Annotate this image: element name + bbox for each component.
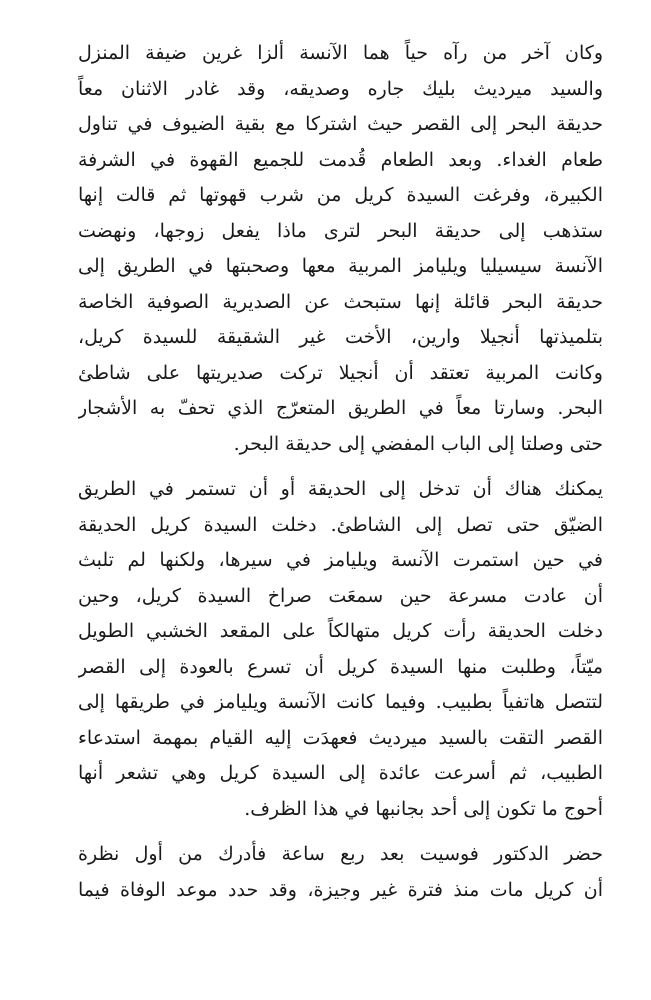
text-line: دخلت الحديقة رأت كريل متهالكاً على المقعد الخشبي الطويل [78, 620, 603, 642]
text-line: القصر التقت بالسيد ميرديث فعهدَت إليه القيام بمهمة استدعاء [78, 726, 603, 749]
book-page [78, 36, 603, 908]
paragraph-1 [78, 36, 603, 462]
text-line: لتتصل هاتفياً بطبيب. وفيما كانت الآنسة ويليامز في طريقها إلى [78, 691, 603, 713]
text-line: الضيّق حتى تصل إلى الشاطئ. دخلت السيدة كريل الحديقة [78, 513, 603, 536]
text-line: والسيد ميرديث بليك جاره وصديقه، وقد غادر الاثنان معاً [78, 77, 603, 100]
text-line: حتى وصلتا إلى الباب المفضي إلى حديقة البحر. [233, 432, 603, 455]
paragraph-spacer [78, 462, 603, 472]
text-line: حديقة البحر قائلة إنها ستبحث عن الصديرية الصوفية الخاصة [78, 290, 603, 313]
text-line: ستذهب إلى حديقة البحر لترى ماذا يفعل زوجها، ونهضت [78, 219, 603, 242]
text-line: وكان آخر من رآه حياً هما الآنسة ألزا غرين ضيفة المنزل [78, 42, 603, 64]
text-line: الطبيب، ثم أسرعت عائدة إلى السيدة كريل وهي تشعر أنها [78, 762, 603, 784]
text-line: الكبيرة، وفرغت السيدة كريل من شرب قهوتها ثم قالت إنها [78, 184, 603, 206]
text-line: يمكنك هناك أن تدخل إلى الحديقة أو أن تستمر في الطريق [78, 478, 603, 500]
paragraph-spacer [78, 827, 603, 837]
text-line: أن عادت مسرعة حين سمعَت صراخ السيدة كريل، وحين [78, 584, 603, 607]
text-line: في حين استمرت الآنسة ويليامز في سيرها، ولكنها لم تلبث [78, 549, 603, 571]
text-line: طعام الغداء. وبعد الطعام قُدمت للجميع القهوة في الشرفة [78, 148, 603, 171]
text-line: أحوج ما تكون إلى أحد بجانبها في هذا الظرف. [244, 797, 603, 820]
paragraph-3 [78, 837, 603, 908]
text-line: البحر. وسارتا معاً في الطريق المتعرّج الذي تحفّ به الأشجار [78, 397, 603, 419]
paragraph-2 [78, 472, 603, 827]
text-line: بتلميذتها أنجيلا وارين، الأخت غير الشقيقة للسيدة كريل، [78, 326, 603, 348]
text-line: أن كريل مات منذ فترة غير وجيزة، وقد حدد موعد الوفاة فيما [78, 878, 603, 901]
text-line: ميّتاً، وطلبت منها السيدة كريل أن تسرع بالعودة إلى القصر [78, 655, 603, 678]
text-line: حديقة البحر إلى القصر حيث اشتركا مع بقية الضيوف في تناول [78, 113, 603, 135]
text-line: حضر الدكتور فوسيت بعد ربع ساعة فأدرك من أول نظرة [78, 843, 603, 865]
text-line: وكانت المربية تعتقد أن أنجيلا تركت صديريتها على شاطئ [78, 361, 603, 384]
text-line: الآنسة سيسيليا ويليامز المربية معها وصحبتها في الطريق إلى [78, 255, 603, 277]
